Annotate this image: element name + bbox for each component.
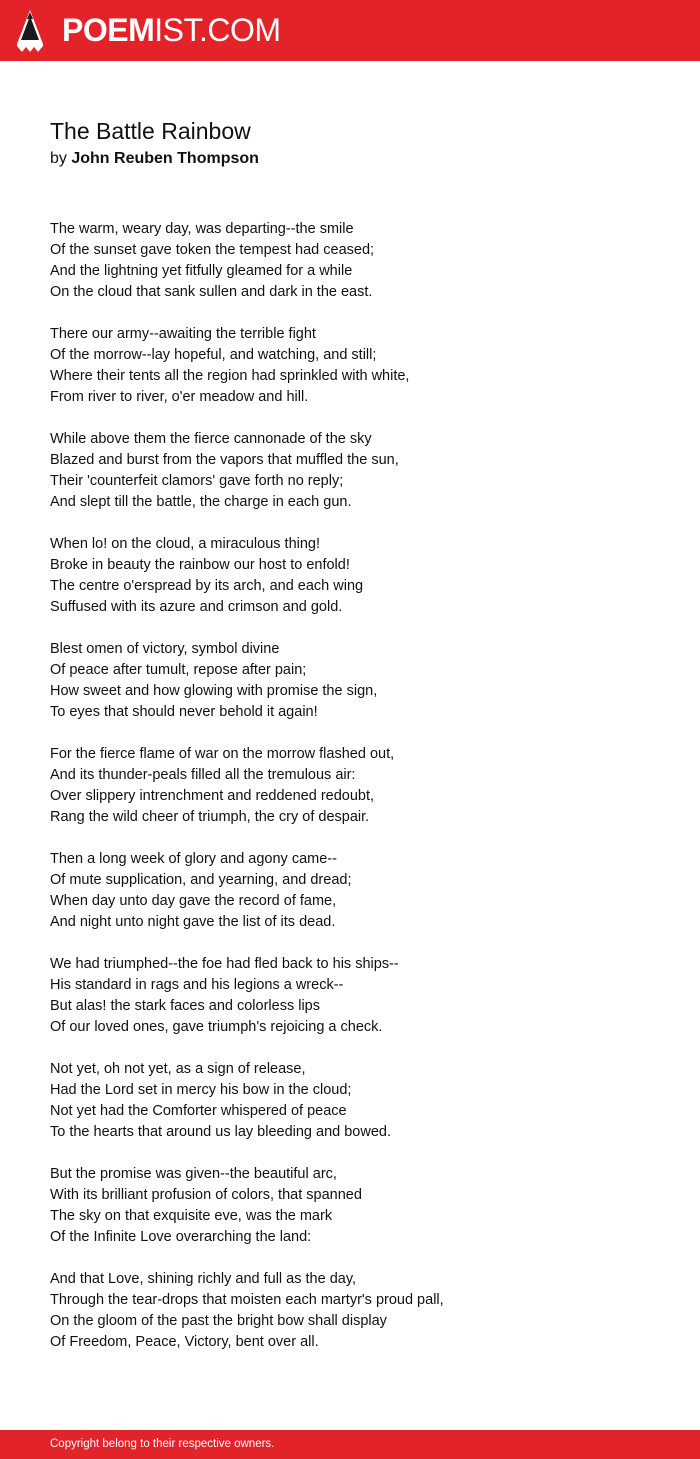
poem-line: Of mute supplication, and yearning, and dread;	[50, 872, 352, 888]
poem-line: On the gloom of the past the bright bow shall display	[50, 1313, 387, 1329]
poem-line: The sky on that exquisite eve, was the mark	[50, 1208, 333, 1224]
poem-line: On the cloud that sank sullen and dark in the east.	[50, 284, 373, 300]
poem-line: Of peace after tumult, repose after pain;	[50, 662, 307, 678]
poem-line: There our army--awaiting the terrible fight	[50, 326, 316, 342]
poem-line: And night unto night gave the list of its dead.	[50, 914, 336, 930]
poem-line: Had the Lord set in mercy his bow in the cloud;	[50, 1082, 352, 1098]
poem-line: Where their tents all the region had sprinkled with white,	[50, 368, 410, 384]
poem-stanza	[50, 744, 670, 828]
copyright-text: Copyright belong to their respective owners.	[50, 1438, 275, 1450]
poem-line: Blazed and burst from the vapors that muffled the sun,	[50, 452, 399, 468]
poem-line: But alas! the stark faces and colorless lips	[50, 998, 320, 1014]
poem-line: Then a long week of glory and agony came--	[50, 851, 337, 867]
pencil-icon[interactable]	[17, 10, 43, 52]
poem-line: Rang the wild cheer of triumph, the cry of despair.	[50, 809, 370, 825]
poem-line: And the lightning yet fitfully gleamed for a while	[50, 263, 353, 279]
poem-line: And slept till the battle, the charge in each gun.	[50, 494, 352, 510]
poem-line: We had triumphed--the foe had fled back to his ships--	[50, 956, 399, 972]
poem-line: While above them the fierce cannonade of the sky	[50, 431, 372, 447]
site-header	[0, 0, 700, 61]
poem-line: From river to river, o'er meadow and hill.	[50, 389, 309, 405]
poem-line: Their 'counterfeit clamors' gave forth no reply;	[50, 473, 344, 489]
poem-line: How sweet and how glowing with promise the sign,	[50, 683, 378, 699]
poem-title: The Battle Rainbow	[50, 118, 251, 144]
poem-line: Of our loved ones, gave triumph's rejoicing a check.	[50, 1019, 383, 1035]
poem-stanza	[50, 954, 670, 1038]
poem-stanza	[50, 324, 670, 408]
poem-stanza	[50, 639, 670, 723]
poem-stanza	[50, 849, 670, 933]
poem-line: Suffused with its azure and crimson and gold.	[50, 599, 343, 615]
poem-line: Not yet had the Comforter whispered of peace	[50, 1103, 347, 1119]
poem-stanza	[50, 1164, 670, 1248]
poem-body	[50, 219, 670, 1374]
poem-stanza	[50, 219, 670, 303]
poem-line: Of Freedom, Peace, Victory, bent over all.	[50, 1334, 319, 1350]
poem-line: But the promise was given--the beautiful arc,	[50, 1166, 337, 1182]
poem-stanza	[50, 429, 670, 513]
poem-line: To the hearts that around us lay bleeding and bowed.	[50, 1124, 391, 1140]
poem-line: For the fierce flame of war on the morrow flashed out,	[50, 746, 395, 762]
poem-line: To eyes that should never behold it again!	[50, 704, 318, 720]
poem-line: When day unto day gave the record of fame,	[50, 893, 337, 909]
poem-line: The warm, weary day, was departing--the smile	[50, 221, 354, 237]
poem-line: Through the tear-drops that moisten each martyr's proud pall,	[50, 1292, 444, 1308]
poem-author: John Reuben Thompson	[71, 150, 259, 167]
poem-line: With its brilliant profusion of colors, that spanned	[50, 1187, 362, 1203]
poem-line: When lo! on the cloud, a miraculous thing!	[50, 536, 321, 552]
poem-line: Over slippery intrenchment and reddened redoubt,	[50, 788, 375, 804]
logo-bold-text: POEM	[62, 12, 155, 48]
poem-line: Not yet, oh not yet, as a sign of release,	[50, 1061, 306, 1077]
poem-stanza	[50, 1059, 670, 1143]
site-logo[interactable]	[62, 10, 281, 50]
poem-line: And its thunder-peals filled all the tremulous air:	[50, 767, 356, 783]
by-label: by	[50, 150, 67, 167]
poem-line: Of the sunset gave token the tempest had ceased;	[50, 242, 375, 258]
poem-line: Blest omen of victory, symbol divine	[50, 641, 280, 657]
poem-line: Of the Infinite Love overarching the land:	[50, 1229, 312, 1245]
site-footer	[0, 1430, 700, 1459]
poem-line: And that Love, shining richly and full as the day,	[50, 1271, 357, 1287]
logo-light-text: IST.COM	[154, 12, 281, 48]
poem-line: His standard in rags and his legions a wreck--	[50, 977, 344, 993]
poem-line: The centre o'erspread by its arch, and each wing	[50, 578, 364, 594]
poem-stanza	[50, 534, 670, 618]
poem-line: Of the morrow--lay hopeful, and watching, and still;	[50, 347, 377, 363]
poem-line: Broke in beauty the rainbow our host to enfold!	[50, 557, 350, 573]
poem-stanza	[50, 1269, 670, 1353]
poem-byline	[50, 148, 259, 170]
